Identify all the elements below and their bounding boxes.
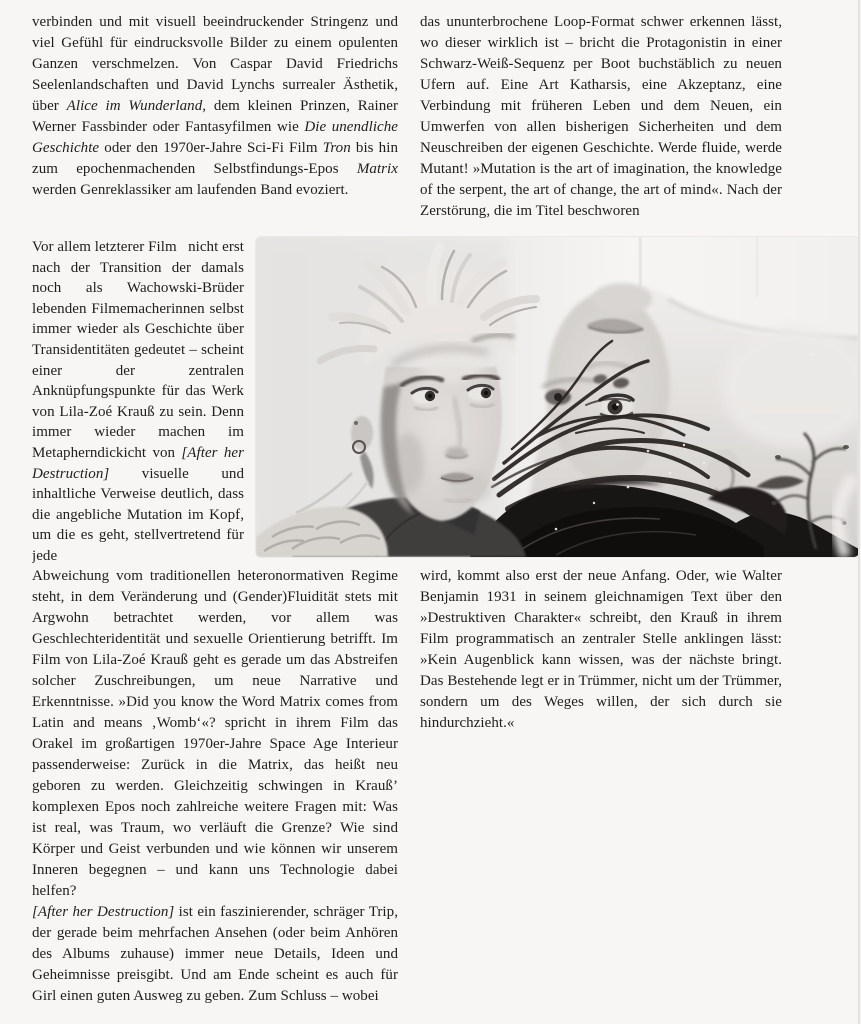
column-bottom-right (420, 566, 782, 746)
body-text: ist ein faszinierender, schräger Trip, der gerade beim mehrfachen Ansehen (oder beim Anhören des Albums zuhause) immer neue Details, Ideen und Geheimnisse preisgibt. Und am Ende scheint es auch für Girl einen guten Ausweg zu geben. Zum Schluss – wobei (32, 904, 398, 1004)
paragraph (32, 237, 244, 567)
film-still-photo (256, 237, 859, 557)
paragraph (32, 566, 398, 902)
column-bottom-left (32, 566, 398, 1018)
paragraph (420, 12, 782, 222)
body-text: verbinden und mit visuell beeindruckender Stringenz und viel Gefühl für eindrucksvolle Bilder zu einem opulenten Ganzen verschmelzen. Von Caspar David Friedrichs Seelenlandschaften und David Lynchs surrealer Ästhetik, über (32, 14, 398, 114)
body-text: visuelle und inhaltliche Verweise deutlich, dass die angebliche Mutation im Kopf, um die es geht, stellvertretend für jede (32, 465, 244, 564)
paragraph (32, 902, 398, 1007)
italic-title-text: Die unendliche Geschichte (32, 119, 398, 156)
body-text: wird, kommt also erst der neue Anfang. Oder, wie Walter Benjamin 1931 in seinem gleichnamigen Text über den »Destruktiven Charakter« schreibt, den Krauß in ihrem Film programmatisch an zentraler Stelle anklingen lässt: »Kein Augenblick kann wissen, was der nächste bringt. Das Bestehende legt er in Trümmer, nicht um der Trümmer, sondern um des Weges willen, der sich durch sie hindurchzieht.« (420, 568, 782, 731)
body-text: das ununterbrochene Loop-Format schwer erkennen lässt, wo dieser wirklich ist – bricht die Protagonistin in einer Schwarz-Weiß-Sequenz per Boot buchstäblich zu neuen Ufern auf. Eine Art Katharsis, eine Akzeptanz, eine Verbindung mit früheren Leben und dem Neuen, ein Umwerfen von allen bisherigen Sicherheiten und dem Neuschreiben der eigenen Geschichte. Werde fluide, werde Mutant! »Mutation is the art of imagination, the knowledge of the serpent, the art of change, the art of mind«. Nach der Zerstörung, die im Titel beschworen (420, 14, 782, 219)
body-text: Vor allem letzterer Film nicht erst nach der Transition der damals noch als Wachowski-Brüder lebenden Filmemacherinnen selbst immer wieder als Geschichte über Transidentitäten gedeutet – scheint einer der zentralen Anknüpfungspunkte für das Werk von Lila-Zoé Krauß zu sein. Denn immer wieder machen im Metapherndickicht von (32, 239, 244, 461)
column-beside-photo (32, 237, 244, 571)
film-still-illustration (256, 237, 859, 557)
italic-title-text: Matrix (356, 161, 398, 177)
column-top-left (32, 12, 398, 240)
italic-title-text: Alice im Wunderland (66, 98, 203, 114)
body-text: Abweichung vom traditionellen heteronormativen Regime steht, in dem Veränderung und (Gender)Fluidität stets mit Argwohn betrachtet werden, vor allem was Geschlechteridentität und sexuelle Orientierung betrifft. Im Film von Lila-Zoé Krauß geht es gerade um das Abstreifen solcher Zuschreibungen, um neue Narrative und Erkenntnisse. »Did you know the Word Matrix comes from Latin and means ‚Womb‘«? spricht in ihrem Film das Orakel im großartigen 1970er-Jahre Space Age Interieur passenderweise: Zurück in die Matrix, das heißt neu geboren zu werden. Gleichzeitig schwingen in Krauß’ komplexen Epos noch zahlreiche weitere Fragen mit: Was ist real, was Traum, wo verläuft die Grenze? Wie sind Körper und Geist verbunden und wie können wir unserem Inneren begegnen – und kann uns Technologie dabei helfen? (32, 568, 398, 899)
body-text: , dem kleinen Prinzen, Rainer Werner Fassbinder oder Fantasyfilmen wie (32, 98, 398, 135)
body-text: oder den 1970er-Jahre Sci-Fi Film (99, 140, 323, 156)
column-top-right (420, 12, 782, 240)
italic-title-text: Tron (322, 140, 351, 156)
body-text: bis hin zum epochenmachenden Selbstfindungs-Epos (32, 140, 398, 177)
italic-title-text: [After her Destruction] (32, 904, 175, 920)
body-text: werden Genreklassiker am laufenden Band evoziert. (32, 182, 349, 198)
paragraph (32, 12, 398, 201)
italic-title-text: [After her Destruction] (32, 444, 244, 482)
page-edge-shadow (858, 0, 860, 1024)
paragraph (420, 566, 782, 734)
